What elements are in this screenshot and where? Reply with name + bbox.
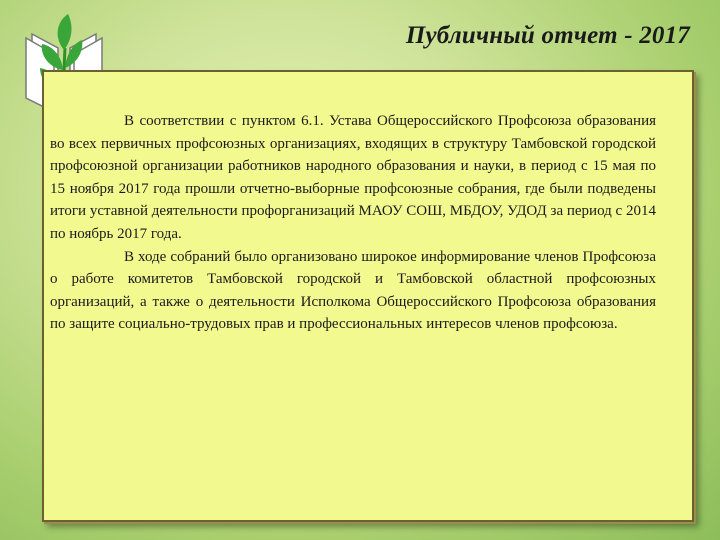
page-title: Публичный отчет - 2017 xyxy=(405,22,690,49)
report-paragraph-2: В ходе собраний было организовано широкое информирование членов Профсоюза о работе комитетов Тамбовской городской и Тамбовской областной профсоюзных организаций, а также о деятельности Исполкома Общероссийского Профсоюза образования по защите социально-трудовых прав и профессиональных интересов членов профсоюза. xyxy=(50,248,656,333)
report-panel xyxy=(42,70,694,522)
report-paragraph-1: В соответствии с пунктом 6.1. Устава Общероссийского Профсоюза образования во всех первичных профсоюзных организациях, входящих в структуру Тамбовской городской профсоюзной организации работников народного образования и науки, в период с 15 мая по 15 ноября 2017 года прошли отчетно-выборные профсоюзные собрания, где были подведены итоги уставной деятельности профорганизаций МАОУ СОШ, МБДОУ, УДОД за период с 2014 по ноябрь 2017 года. xyxy=(50,113,656,242)
report-text xyxy=(50,110,656,336)
